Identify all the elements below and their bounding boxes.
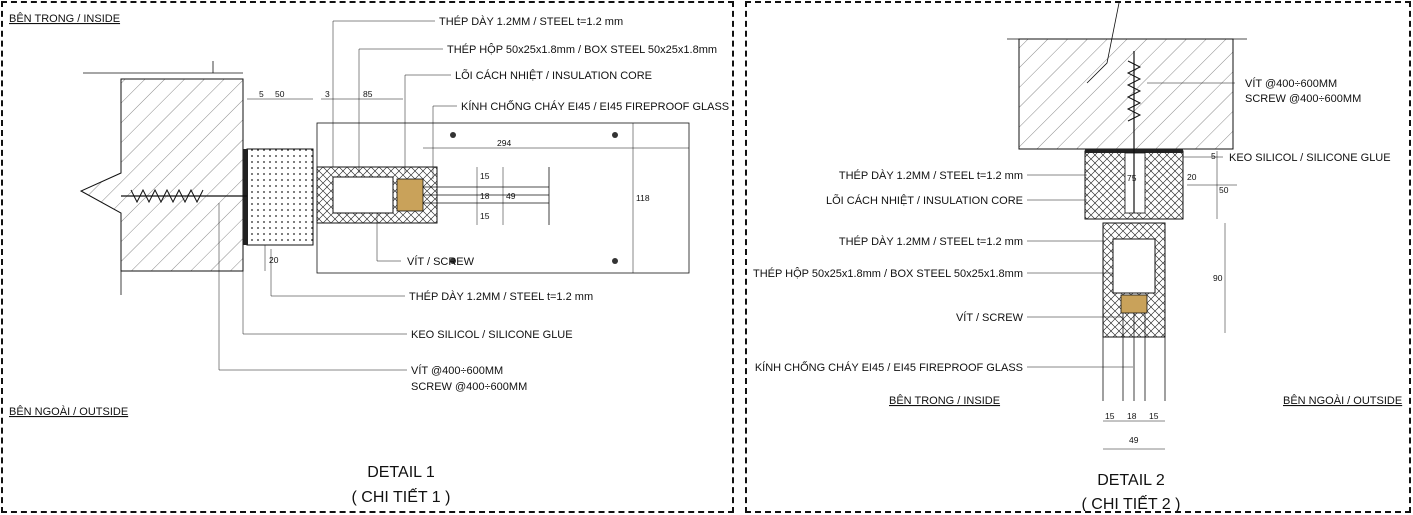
inside-label: BÊN TRONG / INSIDE xyxy=(9,13,121,25)
dim-label: 294 xyxy=(497,138,512,148)
dim-label: 3 xyxy=(325,89,330,99)
dim-label: 50 xyxy=(275,89,285,99)
detail-subtitle: ( CHI TIẾT 2 ) xyxy=(1081,496,1181,513)
outside-label: BÊN NGOÀI / OUTSIDE xyxy=(9,406,129,418)
dim-label: 15 xyxy=(480,211,490,221)
callout-fireproof-glass: KÍNH CHỐNG CHÁY EI45 / EI45 FIREPROOF GLASS xyxy=(754,362,1023,374)
dim-label: 90 xyxy=(1213,273,1223,283)
callout-insulation-core: LÕI CÁCH NHIỆT / INSULATION CORE xyxy=(455,70,653,82)
callout-screw-spacing-en: SCREW @400÷600MM xyxy=(411,381,528,393)
dim-label: 20 xyxy=(269,255,279,265)
insulation-core-block xyxy=(243,149,313,245)
detail-2-panel xyxy=(745,1,1411,513)
outside-label: BÊN NGOÀI / OUTSIDE xyxy=(1283,395,1403,407)
callout-silicone-glue: KEO SILICOL / SILICONE GLUE xyxy=(411,329,573,341)
dim-label: 15 xyxy=(1149,411,1159,421)
dim-label: 50 xyxy=(1219,185,1229,195)
dim-label: 15 xyxy=(480,171,490,181)
callout-screw: VÍT / SCREW xyxy=(407,256,475,268)
callout-silicone-glue: KEO SILICOL / SILICONE GLUE xyxy=(1229,152,1391,164)
detail-1-drawing xyxy=(3,3,734,513)
dim-label: 5 xyxy=(259,89,264,99)
callout-screw-spacing-en: SCREW @400÷600MM xyxy=(1245,93,1362,105)
callout-box-steel: THÉP HỘP 50x25x1.8mm / BOX STEEL 50x25x1.8mm xyxy=(447,44,718,56)
callout-box-steel: THÉP HỘP 50x25x1.8mm / BOX STEEL 50x25x1.8mm xyxy=(752,268,1023,280)
detail-subtitle: ( CHI TIẾT 1 ) xyxy=(351,489,451,506)
dim-label: 49 xyxy=(506,191,516,201)
callout-steel-2: THÉP DÀY 1.2MM / STEEL t=1.2 mm xyxy=(409,291,594,303)
dim-label: 49 xyxy=(1129,435,1139,445)
callout-fireproof-glass: KÍNH CHỐNG CHÁY EI45 / EI45 FIREPROOF GLASS xyxy=(461,101,730,113)
callout-screw-spacing-vn: VÍT @400÷600MM xyxy=(411,365,504,377)
callout-screw: VÍT / SCREW xyxy=(955,312,1023,324)
concrete-ceiling xyxy=(1007,3,1247,149)
dim-label: 20 xyxy=(1187,172,1197,182)
callout-steel-1: THÉP DÀY 1.2MM / STEEL t=1.2 mm xyxy=(439,16,624,28)
dim-label: 18 xyxy=(1127,411,1137,421)
dim-label: 85 xyxy=(363,89,373,99)
detail-title: DETAIL 1 xyxy=(367,464,435,481)
dim-label: 15 xyxy=(1105,411,1115,421)
dim-label: 5 xyxy=(1211,151,1216,161)
glass-frame xyxy=(1103,223,1165,401)
callout-steel-2: THÉP DÀY 1.2MM / STEEL t=1.2 mm xyxy=(838,236,1023,248)
detail-2-drawing xyxy=(747,3,1411,513)
callout-screw-spacing-vn: VÍT @400÷600MM xyxy=(1245,78,1338,90)
dim-label: 75 xyxy=(1127,173,1137,183)
dim-label: 18 xyxy=(480,191,490,201)
callout-steel-1: THÉP DÀY 1.2MM / STEEL t=1.2 mm xyxy=(838,170,1023,182)
dim-label: 118 xyxy=(636,193,650,203)
callout-insulation-core: LÕI CÁCH NHIỆT / INSULATION CORE xyxy=(825,195,1023,207)
concrete-wall xyxy=(81,61,243,295)
detail-1-panel xyxy=(1,1,734,513)
detail-title: DETAIL 2 xyxy=(1097,472,1165,489)
inside-label: BÊN TRONG / INSIDE xyxy=(889,395,1001,407)
